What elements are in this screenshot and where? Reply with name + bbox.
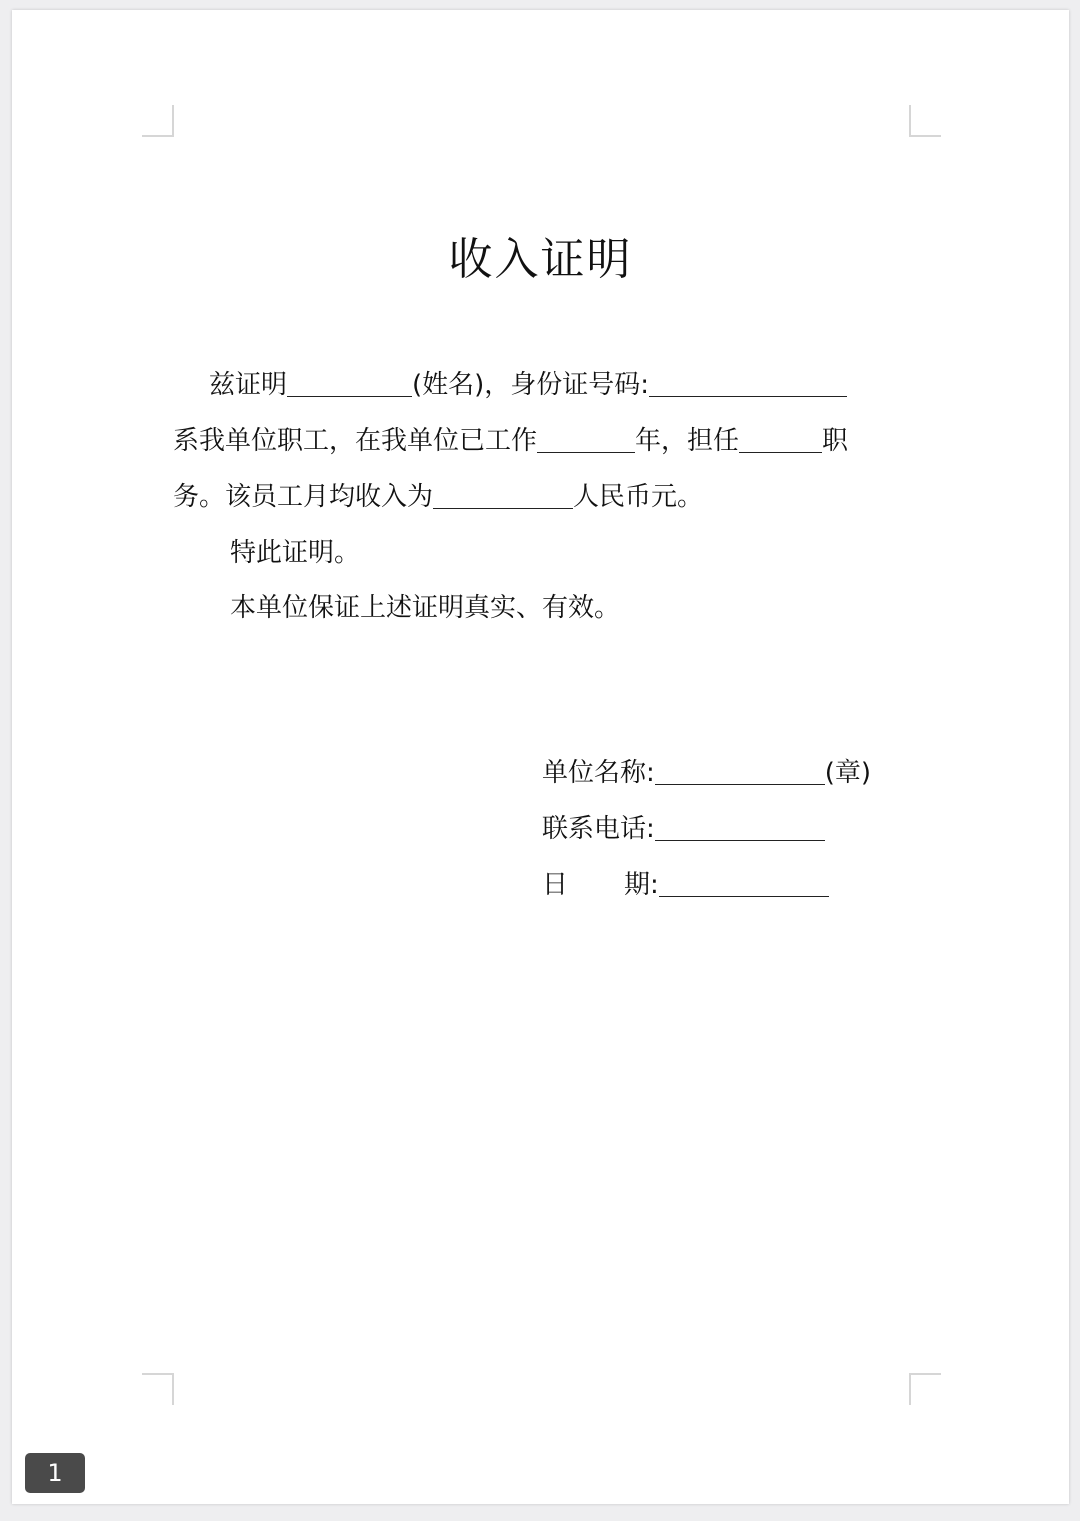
income-blank — [433, 482, 573, 509]
crop-mark-bottom-left — [142, 1373, 174, 1405]
date-label-period: 期: — [624, 870, 659, 900]
years-blank — [537, 426, 635, 453]
document-title: 收入证明 — [448, 234, 633, 285]
phone-blank — [655, 814, 825, 841]
document-page — [12, 10, 1069, 1504]
year-suffix: 年，担任 — [635, 426, 740, 456]
crop-mark-top-right — [909, 105, 941, 137]
unit-name-line — [542, 755, 871, 791]
income-suffix: 人民币元。 — [573, 482, 704, 512]
date-label-day: 日 — [542, 870, 569, 900]
phone-label: 联系电话: — [542, 814, 655, 844]
id-number-blank — [649, 370, 847, 397]
date-line — [542, 867, 829, 903]
seal-label: (章) — [824, 758, 872, 788]
income-prefix: 务。该员工月均收入为 — [173, 482, 434, 512]
paragraph-line-2 — [173, 423, 848, 459]
date-blank — [659, 870, 829, 897]
name-hint: (姓名)，身份证号码: — [412, 370, 650, 400]
post-suffix: 职 — [822, 426, 849, 456]
certify-prefix: 兹证明 — [209, 370, 288, 400]
crop-mark-top-left — [142, 105, 174, 137]
name-blank — [287, 370, 412, 397]
page-number-badge[interactable]: 1 — [25, 1453, 85, 1493]
crop-mark-bottom-right — [909, 1373, 941, 1405]
employment-prefix: 系我单位职工，在我单位已工作 — [173, 426, 538, 456]
paragraph-guarantee: 本单位保证上述证明真实、有效。 — [230, 593, 621, 623]
paragraph-line-1 — [209, 367, 847, 403]
phone-line — [542, 811, 825, 847]
position-blank — [739, 426, 822, 453]
paragraph-certify: 特此证明。 — [230, 538, 361, 568]
paragraph-line-3 — [173, 479, 703, 515]
unit-name-blank — [655, 758, 825, 785]
unit-name-label: 单位名称: — [542, 758, 655, 788]
